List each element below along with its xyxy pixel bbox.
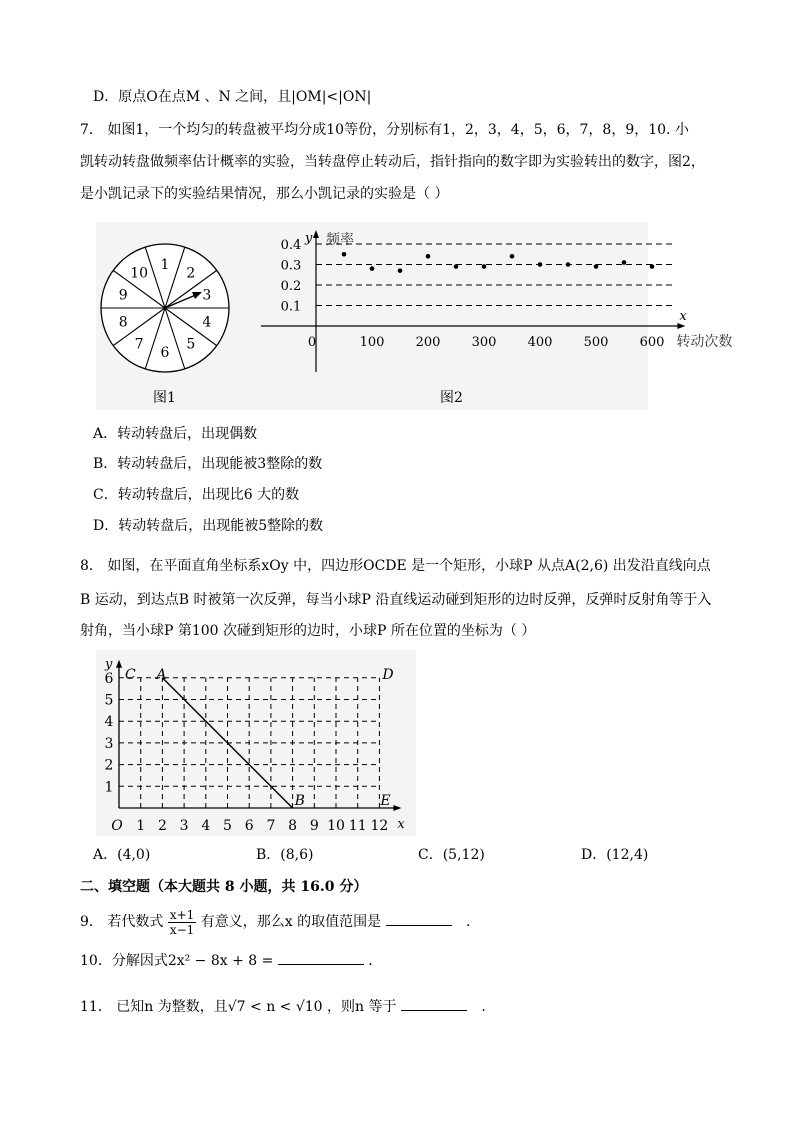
x-tick-label: 11 — [348, 818, 367, 834]
q9 — [80, 904, 470, 940]
q8-line-1: 8． 如图，在平面直角坐标系xOy 中，四边形OCDE 是一个矩形，小球P 从点A(2,6) 出发沿直线向点 — [80, 558, 711, 574]
y-tick-label: 5 — [104, 692, 114, 709]
fig1-caption: 图1 — [153, 390, 176, 406]
y-tick-label: 6 — [104, 670, 114, 687]
label-C: C — [125, 666, 136, 683]
q8-option-c: C．(5,12) — [418, 847, 485, 863]
x-tick-label: 300 — [471, 335, 497, 350]
data-point — [426, 254, 431, 259]
wheel-number: 1 — [160, 257, 170, 273]
label-B: B — [294, 793, 305, 809]
y-axis-letter: y — [105, 656, 113, 672]
q10 — [80, 950, 373, 971]
q7-figures — [96, 222, 733, 410]
origin-label: O — [111, 818, 123, 834]
wheel-number: 6 — [160, 345, 170, 361]
y-tick-label: 4 — [104, 714, 114, 731]
wheel-number: 2 — [186, 265, 196, 282]
data-point — [538, 262, 543, 267]
x-tick-label: 2 — [157, 818, 167, 834]
frequency-chart — [261, 230, 732, 372]
y-tick-label: 0.4 — [280, 238, 302, 253]
q8-grid-figure — [96, 650, 416, 836]
wheel-number: 4 — [202, 314, 212, 331]
x-tick-label: 12 — [370, 818, 389, 834]
data-point — [650, 264, 655, 269]
q10-prefix: 10．分解因式2x² − 8x + 8 = — [80, 953, 274, 969]
q7-option-c: C．转动转盘后，出现比6 大的数 — [93, 487, 300, 503]
q8-line-2: B 运动，到达点B 时被第一次反弹，每当小球P 沿直线运动碰到矩形的边时反弹，反弹时反射角等于入 — [80, 592, 712, 608]
q9-fraction — [168, 908, 196, 937]
wheel-number: 7 — [134, 336, 144, 353]
y-tick-label: 1 — [104, 779, 114, 796]
q9-suffix: 有意义，那么x 的取值范围是 — [200, 914, 382, 930]
wheel-number: 3 — [202, 287, 212, 304]
y-tick-label: 0.1 — [280, 299, 302, 315]
q9-prefix: 9． 若代数式 — [80, 914, 164, 930]
q8-option-d: D．(12,4) — [581, 847, 649, 863]
q9-end: . — [466, 914, 471, 930]
x-tick-label: 1 — [136, 818, 146, 834]
x-tick-label: 5 — [223, 818, 232, 834]
label-E: E — [380, 793, 391, 809]
x-axis-label: 转动次数 — [676, 334, 733, 350]
q7-line-2: 凯转动转盘做频率估计概率的实验，当转盘停止转动后，指针指向的数字即为实验转出的数字，图2， — [80, 154, 705, 170]
x-tick-label: 3 — [179, 818, 189, 834]
q7-option-b: B．转动转盘后，出现能被3整除的数 — [93, 456, 323, 472]
y-tick-label: 3 — [104, 735, 114, 752]
data-point — [342, 252, 347, 257]
data-point — [594, 264, 599, 269]
label-D: D — [382, 666, 394, 683]
q11-end: . — [481, 999, 486, 1015]
y-axis-label: 频率 — [326, 232, 354, 248]
q10-end: . — [368, 953, 373, 969]
q6-option-d: D．原点O在点M 、N 之间，且|OM|<|ON| — [93, 89, 372, 105]
q7-line-1: 7． 如图1，一个均匀的转盘被平均分成10等份，分别标有1，2，3，4，5，6，7，8，9，10. 小 — [80, 122, 689, 138]
y-axis-arrow-icon — [313, 230, 319, 238]
data-point — [482, 264, 487, 269]
x-axis-arrow-icon — [393, 805, 401, 811]
q8-option-b: B．(8,6) — [256, 847, 314, 863]
q9-frac-den: x−1 — [169, 922, 195, 937]
y-axis-arrow-icon — [116, 660, 122, 668]
x-tick-label: 500 — [583, 335, 609, 350]
x-tick-label: 7 — [266, 818, 276, 834]
x-tick-label: 400 — [527, 335, 553, 350]
section-2-title: 二、填空题（本大题共 8 小题，共 16.0 分） — [80, 879, 368, 895]
x-axis-letter: x — [679, 309, 687, 324]
data-point — [510, 254, 515, 259]
q7-option-d: D．转动转盘后，出现能被5整除的数 — [93, 518, 324, 534]
q11-answer-blank[interactable] — [401, 996, 467, 1011]
x-tick-label: 9 — [309, 818, 319, 834]
x-axis-letter: x — [397, 817, 405, 832]
label-A: A — [156, 666, 167, 683]
origin-label: 0 — [307, 335, 317, 350]
x-tick-label: 6 — [244, 818, 254, 834]
q7-option-a: A．转动转盘后，出现偶数 — [93, 426, 258, 442]
y-tick-label: 0.2 — [280, 279, 302, 294]
fig2-caption: 图2 — [440, 390, 463, 406]
wheel-number: 8 — [118, 314, 128, 331]
x-tick-label: 10 — [327, 818, 345, 834]
data-point — [454, 264, 459, 269]
q11-prefix: 11． 已知n 为整数，且√7 < n < √10 ，则n 等于 — [80, 999, 397, 1015]
x-tick-label: 600 — [639, 335, 665, 350]
q7-line-3: 是小凯记录下的实验结果情况，那么小凯记录的实验是（ ） — [80, 186, 449, 202]
data-point — [370, 266, 375, 271]
x-tick-label: 4 — [201, 818, 211, 834]
x-tick-label: 100 — [359, 335, 385, 350]
q8-line-3: 射角，当小球P 第100 次碰到矩形的边时，小球P 所在位置的坐标为（ ） — [80, 623, 536, 639]
x-tick-label: 200 — [415, 335, 441, 350]
x-tick-label: 8 — [288, 818, 298, 834]
q11 — [80, 996, 486, 1017]
data-point — [398, 268, 403, 273]
y-axis-letter: y — [305, 231, 313, 246]
wheel-number: 9 — [118, 287, 128, 304]
q8-option-a: A．(4,0) — [93, 847, 151, 863]
wheel-number: 5 — [186, 336, 196, 353]
q9-frac-num: x+1 — [169, 907, 195, 922]
q10-answer-blank[interactable] — [278, 950, 364, 965]
y-tick-label: 0.3 — [280, 258, 302, 274]
y-tick-label: 2 — [104, 757, 114, 774]
q9-answer-blank[interactable] — [386, 911, 452, 926]
data-point — [622, 260, 627, 265]
wheel-number: 10 — [130, 265, 149, 282]
data-point — [566, 262, 571, 267]
